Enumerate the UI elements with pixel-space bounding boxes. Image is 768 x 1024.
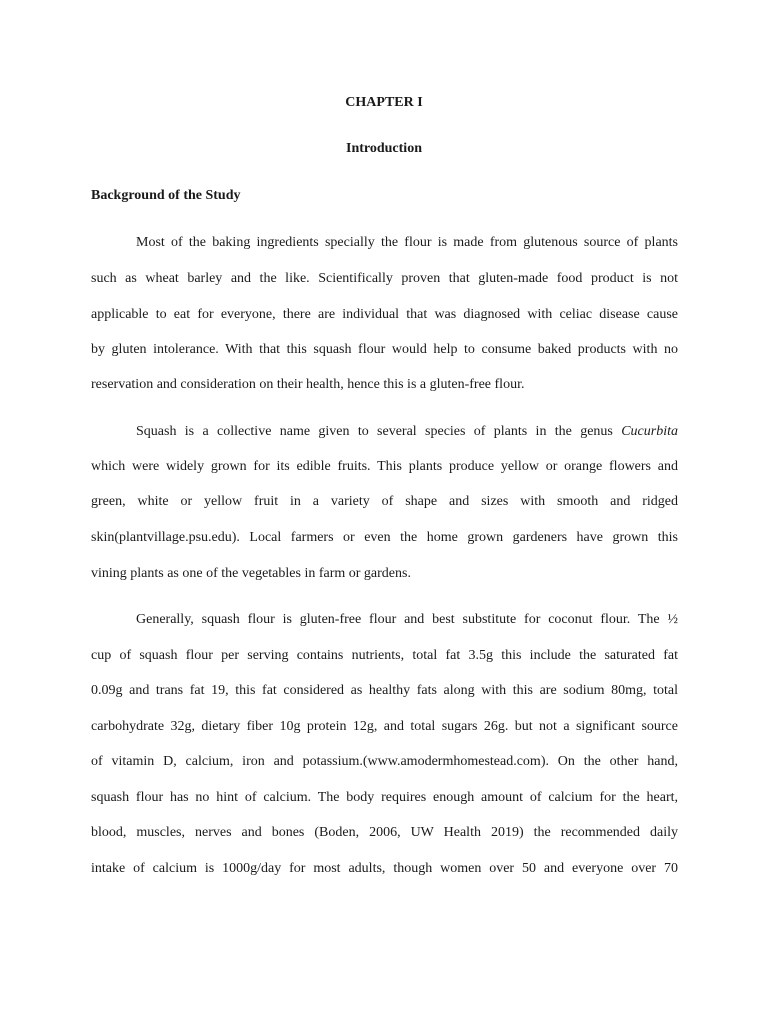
genus-name: Cucurbita bbox=[621, 424, 678, 439]
paragraph-3-line-4: carbohydrate 32g, dietary fiber 10g protein 12g, and total sugars 26g. but not a significant source bbox=[91, 719, 678, 734]
paragraph-1-line-3: applicable to eat for everyone, there are individual that was diagnosed with celiac disease cause bbox=[91, 307, 678, 322]
paragraph-3-line-2: cup of squash flour per serving contains nutrients, total fat 3.5g this include the saturated fat bbox=[91, 648, 678, 663]
paragraph-2-line-3: green, white or yellow fruit in a variety of shape and sizes with smooth and ridged bbox=[91, 494, 678, 509]
paragraph-2-line-5: vining plants as one of the vegetables in farm or gardens. bbox=[91, 566, 411, 581]
subheading: Background of the Study bbox=[91, 188, 241, 203]
paragraph-3-line-6: squash flour has no hint of calcium. The body requires enough amount of calcium for the heart, bbox=[91, 790, 678, 805]
paragraph-1-line-4: by gluten intolerance. With that this squash flour would help to consume baked products with no bbox=[91, 342, 678, 357]
paragraph-1-line-5: reservation and consideration on their health, hence this is a gluten-free flour. bbox=[91, 377, 525, 392]
paragraph-3-line-3: 0.09g and trans fat 19, this fat considered as healthy fats along with this are sodium 80mg, total bbox=[91, 683, 678, 698]
paragraph-1-line-1: Most of the baking ingredients specially the flour is made from glutenous source of plants bbox=[136, 235, 678, 250]
paragraph-2-line-1-text: Squash is a collective name given to several species of plants in the genus bbox=[136, 424, 622, 439]
paragraph-3-line-1: Generally, squash flour is gluten-free flour and best substitute for coconut flour. The ½ bbox=[136, 612, 678, 627]
chapter-heading: CHAPTER I bbox=[345, 95, 423, 110]
paragraph-1-line-2: such as wheat barley and the like. Scientifically proven that gluten-made food product is not bbox=[91, 271, 678, 286]
paragraph-2-line-2: which were widely grown for its edible fruits. This plants produce yellow or orange flowers and bbox=[91, 459, 678, 474]
section-title: Introduction bbox=[346, 141, 422, 156]
paragraph-2-line-1 bbox=[136, 422, 678, 442]
paragraph-3-line-8: intake of calcium is 1000g/day for most adults, though women over 50 and everyone over 70 bbox=[91, 861, 678, 876]
paragraph-3-line-7: blood, muscles, nerves and bones (Boden, 2006, UW Health 2019) the recommended daily bbox=[91, 825, 678, 840]
paragraph-3-line-5: of vitamin D, calcium, iron and potassium.(www.amodermhomestead.com). On the other hand, bbox=[91, 754, 678, 769]
paragraph-2-line-4: skin(plantvillage.psu.edu). Local farmers or even the home grown gardeners have grown this bbox=[91, 530, 678, 545]
